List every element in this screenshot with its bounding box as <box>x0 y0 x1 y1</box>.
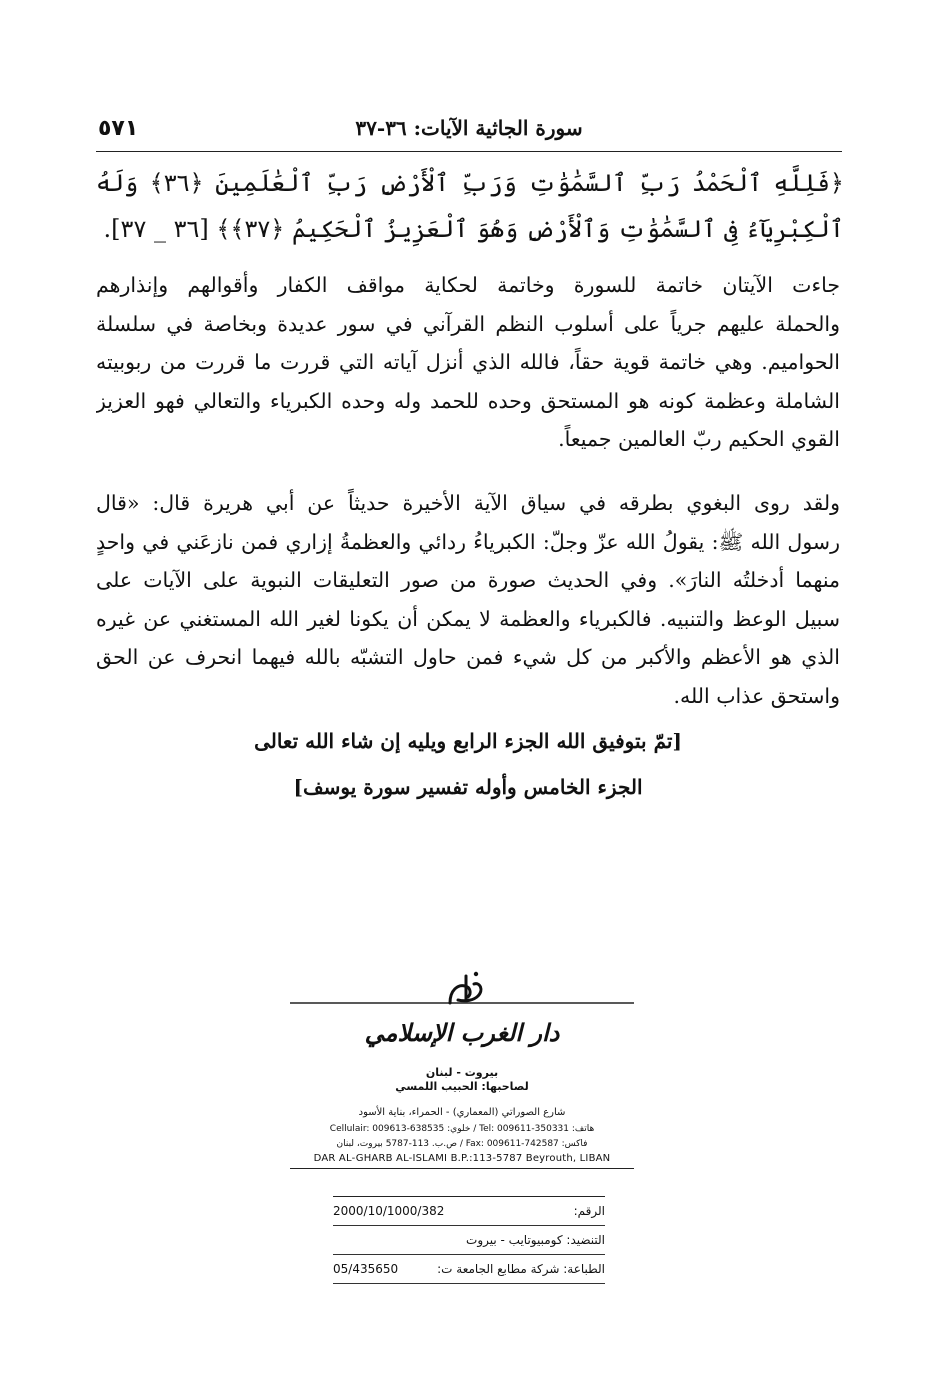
typesetting-text: التنضيد: كومبيوتايب - بيروت <box>466 1233 605 1247</box>
publisher-phone: هاتف: Tel: 009611-350331 / خلوي: Cellulair: 009613-638535 <box>329 1124 595 1134</box>
printing-value: 05/435650 <box>333 1262 399 1276</box>
text-line: الشاملة وعظمة كونه هو المستحق وحده للحمد وله وحده الكبرياء والتعالي فهو العزيز <box>96 388 840 413</box>
publisher-address: شارع الصوراتي (المعماري) - الحمراء، بناية الأسود <box>358 1107 566 1118</box>
commentary-paragraph-2 <box>96 484 840 715</box>
number-value: 2000/10/1000/382 <box>333 1204 445 1218</box>
publisher-name: دار الغرب الإسلامي <box>364 1018 560 1047</box>
ledger-row-typesetting <box>333 1226 605 1255</box>
imprint-rule <box>290 1168 634 1169</box>
quran-verse: ﴿فَلِلَّهِ ٱلْحَمْدُ رَبِّ ٱلسَّمَٰوَٰتِ وَرَبِّ ٱلْأَرْضِ رَبِّ ٱلْعَٰلَمِينَ ﴿٣٦﴾ وَلَهُ ٱلْكِبْرِيَآءُ فِى ٱلسَّمَٰوَٰتِ وَٱلْأَرْضِ وَهُوَ ٱلْعَزِيزُ ٱلْحَكِيمُ ﴿٣٧﴾﴾ [٣٦ _ ٣٧]. <box>96 169 844 243</box>
publisher-latin-name: DAR AL-GHARB AL-ISLAMI B.P.:113-5787 Beyrouth, LIBAN <box>313 1153 611 1164</box>
text-line: ولقد روى البغوي بطرقه في سياق الآية الأخيرة حديثاً عن أبي هريرة قال: «قال <box>96 491 840 515</box>
ledger-row-number <box>333 1197 605 1226</box>
closing-line-2: الجزء الخامس وأوله تفسير سورة يوسف] <box>293 775 643 799</box>
calligraphy-emblem-icon <box>290 960 634 1020</box>
text-line: جاءت الآيتان خاتمة للسورة وخاتمة لحكاية مواقف الكفار وأقوالهم وإنذارهم <box>96 273 840 297</box>
text-line: القوي الحكيم ربّ العالمين جميعاً. <box>558 427 840 451</box>
print-details <box>333 1196 605 1284</box>
text-line: الذي هو الأعظم والأكبر من كل شيء فمن حاول التشبّه بالله فيهما انحرف عن الحق <box>96 645 840 669</box>
text-line: سبيل الوعظ والتنبيه. فالكبرياء والعظمة لا يمكن أن يكونا لغير الله المستغني عن غيره <box>96 606 840 631</box>
ledger-row-printing <box>333 1255 605 1284</box>
publisher-city: بيروت - لبنان <box>425 1066 499 1079</box>
publisher-fax: فاكس: Fax: 009611-742587 / ص.ب. 113-5787 بيروت، لبنان <box>336 1139 588 1149</box>
publisher-imprint <box>290 960 634 1169</box>
number-label: الرقم: <box>573 1204 605 1218</box>
text-line: واستحق عذاب الله. <box>673 683 840 708</box>
publisher-owner: لصاحبها: الحبيب اللمسي <box>395 1080 529 1093</box>
closing-line-1: [تمّ بتوفيق الله الجزء الرابع ويليه إن شاء الله تعالى <box>254 729 682 753</box>
commentary-paragraph-1 <box>96 266 840 459</box>
header-rule <box>96 151 842 152</box>
text-line: منهما أدخلتُه النارَ». وفي الحديث صورة من صور التعليقات النبوية على الآيات على <box>96 568 840 592</box>
text-line: الحواميم. وهي خاتمة قوية حقاً، فالله الذي أنزل آياته التي قررت ما قررت من ربوبيته <box>96 350 840 374</box>
page-number: ٥٧١ <box>98 116 139 141</box>
page-header <box>96 108 842 152</box>
text-line: رسول الله ﷺ: يقولُ الله عزّ وجلّ: الكبرياءُ ردائي والعظمةُ إزاري فمن نازعَني في واحدٍ <box>96 529 840 554</box>
publisher-logo <box>290 960 634 1072</box>
running-head: سورة الجاثية الآيات: ٣٦-٣٧ <box>355 116 583 140</box>
text-line: والحملة عليهم جرياً على أسلوب النظم القرآني في سور عديدة وبخاصة في سلسلة <box>96 311 840 336</box>
printing-label: الطباعة: شركة مطابع الجامعة ت: <box>437 1262 605 1276</box>
